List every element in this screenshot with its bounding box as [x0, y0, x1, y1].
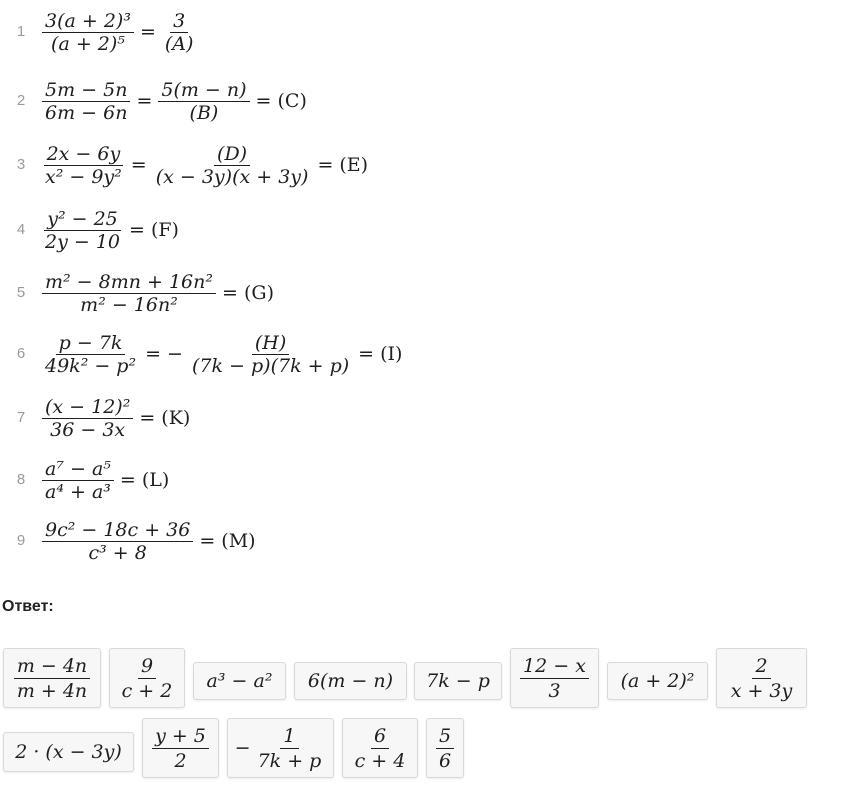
expression-text: = (C)	[255, 90, 307, 112]
denominator: x² − 9y²	[45, 165, 122, 188]
answer-tile[interactable]	[294, 662, 407, 700]
numerator: 1	[280, 724, 298, 749]
fraction	[152, 724, 209, 773]
exercise-expression	[40, 329, 406, 379]
exercise-expression	[40, 7, 198, 57]
expression-text: = (I)	[358, 343, 403, 365]
exercise-number: 8	[16, 471, 26, 488]
fraction	[189, 332, 352, 377]
denominator: 49k² − p²	[45, 354, 137, 377]
denominator: (x − 3y)(x + 3y)	[155, 165, 309, 188]
answer-label: Ответ:	[2, 598, 54, 615]
denominator: c³ + 8	[88, 541, 147, 564]
tile-expression: 2 · (x − 3y)	[15, 741, 122, 763]
denominator: (A)	[164, 32, 194, 55]
exercise-number: 4	[16, 221, 26, 238]
exercise-number: 1	[16, 23, 26, 40]
denominator: 2	[174, 749, 187, 772]
exercise-expression	[40, 140, 372, 190]
tile-expression: (a + 2)²	[620, 670, 695, 692]
exercise-expression	[40, 205, 183, 255]
fraction	[153, 143, 312, 188]
denominator: x + 3y	[730, 679, 793, 702]
fraction	[436, 724, 454, 773]
exercise-number: 6	[16, 345, 26, 362]
numerator: 5m − 5n	[42, 79, 130, 102]
expression-text: = (L)	[119, 469, 170, 491]
exercise-number: 7	[16, 409, 26, 426]
denominator: 7k + p	[257, 749, 322, 772]
numerator: y² − 25	[44, 208, 121, 231]
exercise-expression	[40, 516, 260, 566]
exercise-number: 9	[16, 532, 26, 549]
denominator: (B)	[189, 101, 219, 124]
fraction	[42, 332, 139, 377]
numerator: 9	[138, 654, 156, 679]
tile-expression: 6(m − n)	[307, 670, 394, 692]
denominator: c + 2	[121, 679, 173, 702]
denominator: m + 4n	[16, 679, 88, 702]
answer-tile[interactable]	[142, 718, 219, 778]
exercise-number: 2	[16, 92, 26, 109]
answer-tile[interactable]	[414, 662, 502, 700]
numerator: y + 5	[152, 724, 209, 749]
denominator: 2y − 10	[45, 230, 120, 253]
answer-tile[interactable]	[3, 732, 134, 772]
expression-text: = (G)	[222, 282, 274, 304]
denominator: (a + 2)⁵	[51, 32, 125, 55]
numerator: 5	[436, 724, 454, 749]
numerator: 2	[752, 654, 770, 679]
expression-text: = −	[145, 343, 183, 365]
numerator: (x − 12)²	[42, 396, 133, 419]
expression-text: =	[136, 90, 153, 112]
answer-tile[interactable]	[607, 662, 708, 700]
numerator: 5(m − n)	[158, 79, 249, 102]
exercise-number: 3	[16, 156, 26, 173]
exercise-number: 5	[16, 284, 26, 301]
numerator: 12 − x	[520, 654, 589, 679]
expression-text: = (E)	[317, 154, 369, 176]
minus-sign: −	[234, 737, 251, 759]
numerator: 2x − 6y	[44, 143, 124, 166]
fraction	[352, 724, 409, 773]
fraction	[119, 654, 176, 703]
numerator: a⁷ − a⁵	[42, 458, 114, 481]
fraction	[158, 79, 249, 124]
answer-tile[interactable]	[426, 718, 464, 778]
fraction	[520, 654, 589, 703]
expression-text: =	[139, 21, 156, 43]
denominator: 36 − 3x	[50, 418, 126, 441]
denominator: (7k − p)(7k + p)	[191, 354, 350, 377]
fraction	[42, 10, 134, 55]
expression-text: =	[130, 154, 147, 176]
fraction	[728, 654, 796, 703]
tile-expression: a³ − a²	[206, 670, 273, 692]
fraction	[42, 396, 133, 441]
tile-expression: 7k − p	[426, 670, 490, 692]
numerator: (H)	[252, 332, 289, 355]
numerator: (D)	[214, 143, 250, 166]
fraction	[14, 654, 90, 703]
expression-text: = (M)	[199, 530, 256, 552]
numerator: 9c² − 18c + 36	[42, 519, 193, 542]
fraction	[42, 271, 216, 316]
answer-tile[interactable]	[716, 648, 807, 708]
fraction	[162, 10, 197, 55]
exercise-expression	[40, 76, 311, 126]
expression-text: = (F)	[129, 219, 179, 241]
numerator: 6	[371, 724, 389, 749]
exercise-expression	[40, 393, 194, 443]
denominator: 3	[548, 679, 561, 702]
fraction	[42, 519, 193, 564]
fraction	[42, 458, 114, 503]
numerator: m² − 8mn + 16n²	[42, 271, 216, 294]
denominator: m² − 16n²	[80, 293, 178, 316]
exercise-expression	[40, 268, 278, 318]
answer-tile[interactable]	[193, 662, 286, 700]
answer-tile[interactable]	[109, 648, 185, 708]
denominator: a⁴ + a³	[45, 480, 111, 503]
answer-tile[interactable]	[510, 648, 599, 708]
answer-tile[interactable]	[3, 648, 101, 708]
denominator: 6	[438, 749, 452, 772]
expression-text: = (K)	[139, 407, 191, 429]
numerator: 3(a + 2)³	[42, 10, 134, 33]
numerator: 3	[170, 10, 188, 33]
answer-tile[interactable]	[342, 718, 418, 778]
denominator: c + 4	[354, 749, 406, 772]
fraction	[42, 208, 123, 253]
numerator: m − 4n	[14, 654, 90, 679]
answer-tile[interactable]	[227, 718, 334, 778]
fraction	[42, 143, 125, 188]
numerator: p − 7k	[56, 332, 126, 355]
fraction	[255, 724, 325, 773]
exercise-expression	[40, 455, 173, 505]
fraction	[42, 79, 130, 124]
denominator: 6m − 6n	[45, 101, 128, 124]
